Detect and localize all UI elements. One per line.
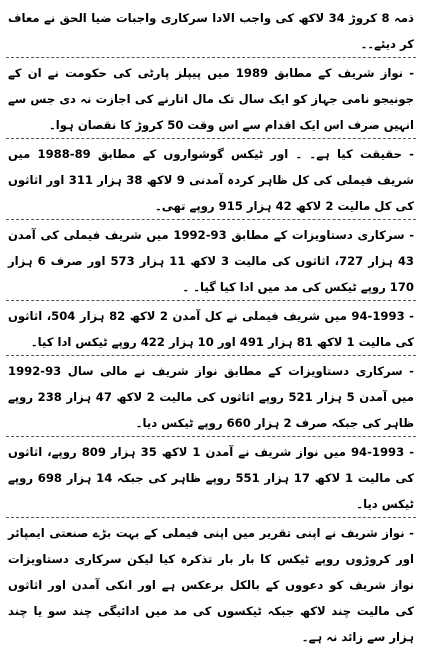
paragraph-7: - 94-1993 میں نواز شریف نے آمدن 1 لاکھ 35 ہزار 809 روپے، اثاثوں کی مالیت 1 لاکھ 17 ہزار 551 روپے ظاہر کی جبکہ 14 ہزار 698 روپے ٹیکس دیا۔ <box>6 439 416 518</box>
paragraph-1: ذمہ 8 کروڑ 34 لاکھ کی واجب الادا سرکاری واجبات ضیا الحق نے معاف کر دیئے۔۔ <box>6 5 416 58</box>
paragraph-3: - حقیقت کیا ہے۔ ۔ اور ٹیکس گوشواروں کے مطابق 89-1988 میں شریف فیملی کی کل ظاہر کردہ آمدنی 9 لاکھ 38 ہزار 311 اور اثاثوں کی کل مالیت 2 لاکھ 42 ہزار 915 روپے تھی۔ <box>6 141 416 220</box>
paragraph-6: - سرکاری دستاویزات کے مطابق نواز شریف نے مالی سال 93-1992 میں آمدن 5 ہزار 521 روپے اثاثوں کی مالیت 2 لاکھ 47 ہزار 238 روپے ظاہر کی جبکہ صرف 2 ہزار 660 روپے ٹیکس دیا۔ <box>6 358 416 437</box>
paragraph-8: - نواز شریف نے اپنی تقریر میں اپنی فیملی کے بہت بڑے صنعتی ایمپائر اور کروڑوں روپے ٹیکس کا بار بار تذکرہ کیا لیکن سرکاری دستاویزات نواز شریف کو دعووں کے بالکل برعکس ہے اور انکی آمدن اور اثاثوں کی مالیت چند لاکھ جبکہ ٹیکسوں کی مد میں ادائیگی چند سو یا چند ہزار سے زائد نہ ہے۔ <box>8 526 414 644</box>
paragraph-5: - 94-1993 میں شریف فیملی نے کل آمدن 2 لاکھ 82 ہزار 504، اثاثوں کی مالیت 1 لاکھ 81 ہزار 491 اور 10 ہزار 422 روپے ٹیکس ادا کیا۔ <box>6 303 416 356</box>
document-page <box>6 5 416 644</box>
paragraph-2: - نواز شریف کے مطابق 1989 میں پیپلز پارٹی کی حکومت نے ان کے جونیجو نامی جہاز کو ایک سال تک مال اتارنے کی اجازت نہ دی جس سے انہیں صرف اس ایک اقدام سے اس وقت 50 کروڑ کا نقصان ہوا۔ <box>6 60 416 139</box>
paragraph-4: - سرکاری دستاویزات کے مطابق 93-1992 میں شریف فیملی کی آمدن 43 ہزار 727، اثاثوں کی مالیت 3 لاکھ 11 ہزار 573 اور صرف 6 ہزار 170 روپے ٹیکس کی مد میں ادا کیا گیا۔ ۔ <box>6 222 416 301</box>
